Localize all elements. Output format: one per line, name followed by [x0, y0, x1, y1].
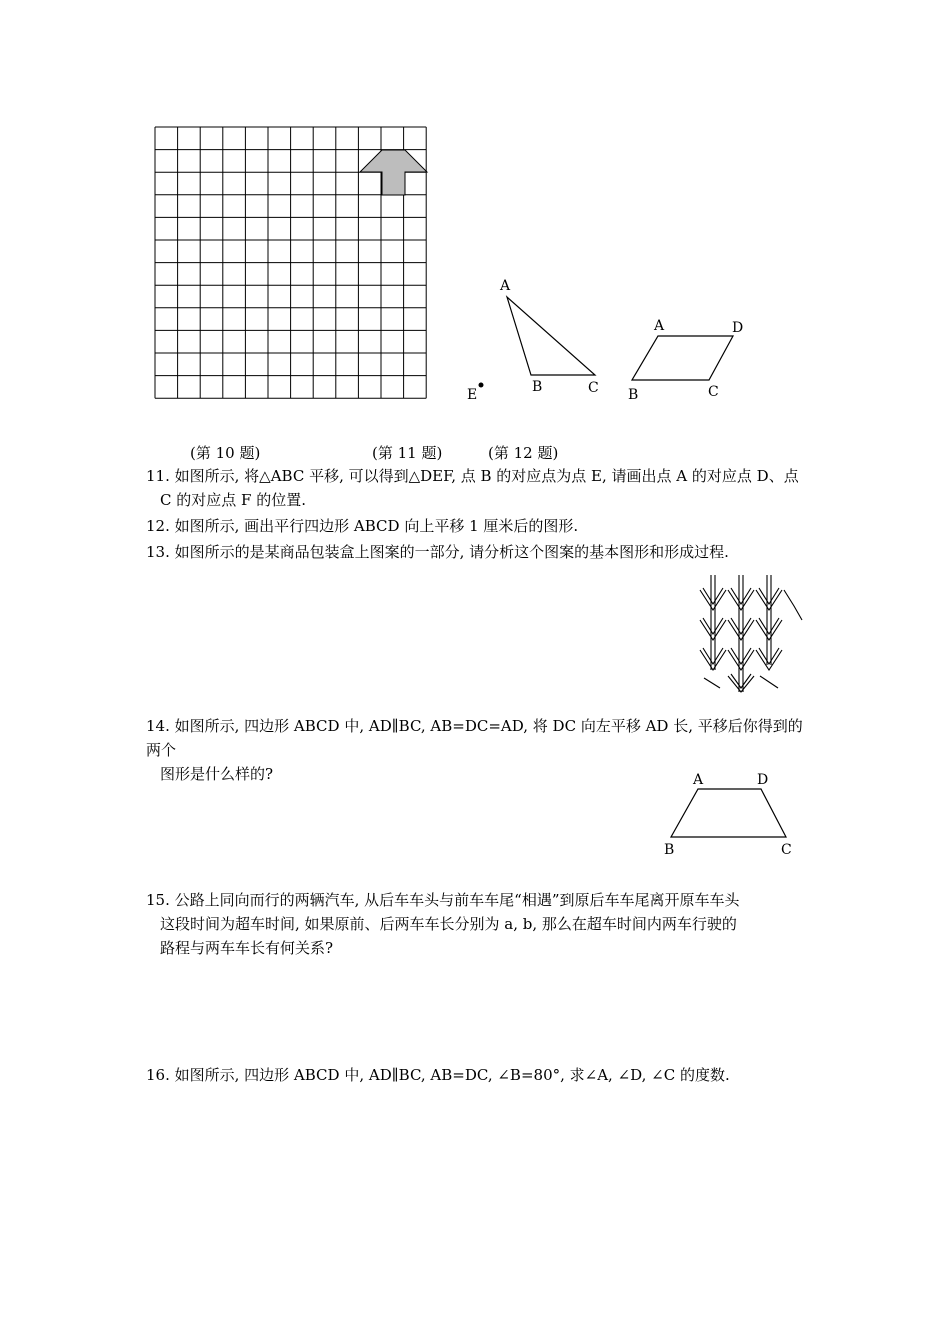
q11-line1: 11. 如图所示, 将△ABC 平移, 可以得到△DEF, 点 B 的对应点为点 E, 请画出点 A 的对应点 D、点: [146, 467, 799, 485]
fig14-label-d: D: [757, 772, 769, 788]
q15-line2: 这段时间为超车时间, 如果原前、后两车车长分别为 a, b, 那么在超车时间内两车行驶的: [160, 915, 737, 933]
figure-12-parallelogram: [0, 0, 950, 470]
caption-12: (第 12 题): [488, 444, 559, 462]
question-12: 12. 如图所示, 画出平行四边形 ABCD 向上平移 1 厘米后的图形.: [146, 517, 579, 535]
question-16: 16. 如图所示, 四边形 ABCD 中, AD∥BC, AB=DC, ∠B=80°, 求∠A, ∠D, ∠C 的度数.: [146, 1066, 730, 1084]
q15-line1: 15. 公路上同向而行的两辆汽车, 从后车车头与前车车尾“相遇”到原后车车尾离开原车车头: [146, 891, 740, 909]
q14-line1: 14. 如图所示, 四边形 ABCD 中, AD∥BC, AB=DC=AD, 将 DC 向左平移 AD 长, 平移后你得到的两个: [146, 717, 803, 759]
fig12-label-b: B: [628, 387, 639, 403]
fig11-label-e: E: [467, 387, 478, 403]
fig12-label-a: A: [654, 318, 665, 334]
question-15: [146, 888, 816, 960]
caption-11: (第 11 题): [372, 444, 443, 462]
fig12-label-c: C: [708, 384, 719, 400]
fig11-label-b: B: [532, 379, 543, 395]
fig12-label-d: D: [732, 320, 744, 336]
q15-line3: 路程与两车车长有何关系?: [160, 939, 334, 957]
q14-line2: 图形是什么样的?: [160, 765, 274, 783]
fig11-label-c: C: [588, 380, 599, 396]
fig14-label-a: A: [693, 772, 704, 788]
q11-line2: C 的对应点 F 的位置.: [160, 491, 306, 509]
question-13: 13. 如图所示的是某商品包装盒上图案的一部分, 请分析这个图案的基本图形和形成过程.: [146, 543, 729, 561]
fig14-label-b: B: [664, 842, 675, 858]
figure-14-trapezoid: [0, 760, 950, 870]
caption-10: (第 10 题): [190, 444, 261, 462]
fig11-label-a: A: [500, 278, 511, 294]
question-11: [146, 464, 816, 512]
fig14-label-c: C: [781, 842, 792, 858]
figure-13-pattern: [690, 570, 810, 700]
